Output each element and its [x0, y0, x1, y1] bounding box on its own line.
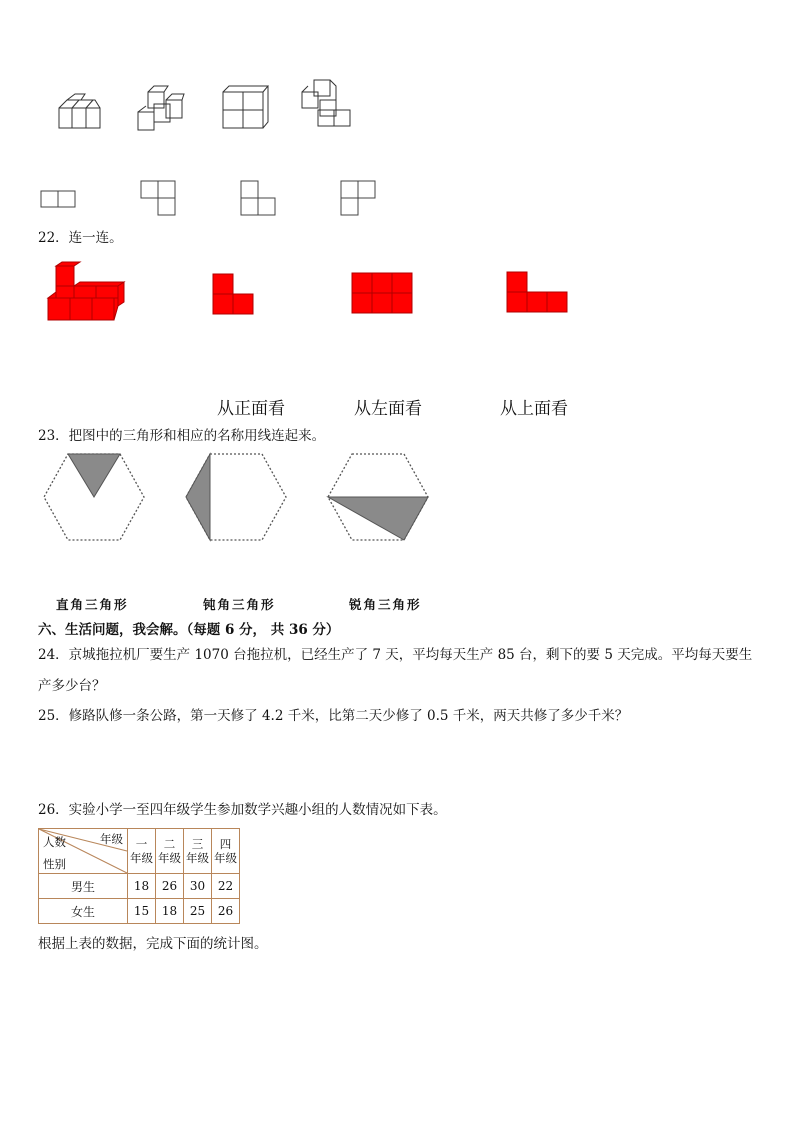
label-right-triangle: 直角三角形 [56, 597, 129, 612]
view-figure-2 [140, 180, 176, 216]
hexagon-figure-2 [184, 452, 288, 542]
caption-front-view: 从正面看 [217, 399, 285, 419]
row-label-girls: 女生 [39, 899, 128, 924]
view-figure-3 [240, 180, 276, 216]
question-24-line1: 24．京城拖拉机厂要生产 1070 台拖拉机，已经生产了 7 天，平均每天生产 85 台，剩下的要 5 天完成。平均每天要生 [38, 647, 753, 663]
red-cube-solid [44, 262, 128, 322]
cube-figure-1 [55, 90, 105, 132]
table-cell: 15 [128, 899, 156, 924]
grade-header-1: 一 年级 [128, 829, 156, 874]
question-26-followup: 根据上表的数据，完成下面的统计图。 [38, 936, 268, 952]
table-cell: 18 [128, 874, 156, 899]
row-label-boys: 男生 [39, 874, 128, 899]
caption-left-view: 从左面看 [354, 399, 422, 419]
hexagon-figure-3 [326, 452, 430, 542]
corner-gender-label: 性别 [43, 857, 66, 871]
hexagon-figure-1 [42, 452, 146, 542]
stats-table [38, 828, 240, 924]
table-cell: 26 [156, 874, 184, 899]
table-cell: 22 [212, 874, 240, 899]
question-26: 26．实验小学一至四年级学生参加数学兴趣小组的人数情况如下表。 [38, 802, 447, 818]
cube-figure-2 [136, 84, 186, 134]
grade-header-3: 三 年级 [184, 829, 212, 874]
corner-count-label: 人数 [43, 835, 66, 849]
table-corner-cell [39, 829, 128, 874]
question-22: 22．连一连。 [38, 230, 123, 246]
label-acute-triangle: 锐角三角形 [349, 597, 422, 612]
corner-grade-label: 年级 [100, 832, 123, 846]
table-row [39, 874, 240, 899]
cube-figure-3 [220, 84, 270, 130]
question-23: 23．把图中的三角形和相应的名称用线连起来。 [38, 428, 326, 444]
red-view-top [351, 272, 413, 314]
grade-header-4: 四 年级 [212, 829, 240, 874]
table-cell: 30 [184, 874, 212, 899]
view-figure-4 [340, 180, 376, 216]
red-view-side [506, 271, 568, 313]
grade-header-2: 二 年级 [156, 829, 184, 874]
question-25: 25．修路队修一条公路，第一天修了 4.2 千米，比第二天少修了 0.5 千米，两天共修了多少千米？ [38, 708, 629, 724]
label-obtuse-triangle: 钝角三角形 [203, 597, 276, 612]
cube-figure-4 [300, 78, 354, 130]
red-view-front [212, 273, 254, 315]
view-figure-1 [40, 190, 76, 208]
section-6-heading: 六、生活问题，我会解。（每题 6 分， 共 36 分） [38, 622, 340, 638]
table-cell: 25 [184, 899, 212, 924]
question-24-line2: 产多少台？ [38, 678, 106, 694]
caption-top-view: 从上面看 [500, 399, 568, 419]
table-cell: 18 [156, 899, 184, 924]
table-row [39, 899, 240, 924]
table-cell: 26 [212, 899, 240, 924]
